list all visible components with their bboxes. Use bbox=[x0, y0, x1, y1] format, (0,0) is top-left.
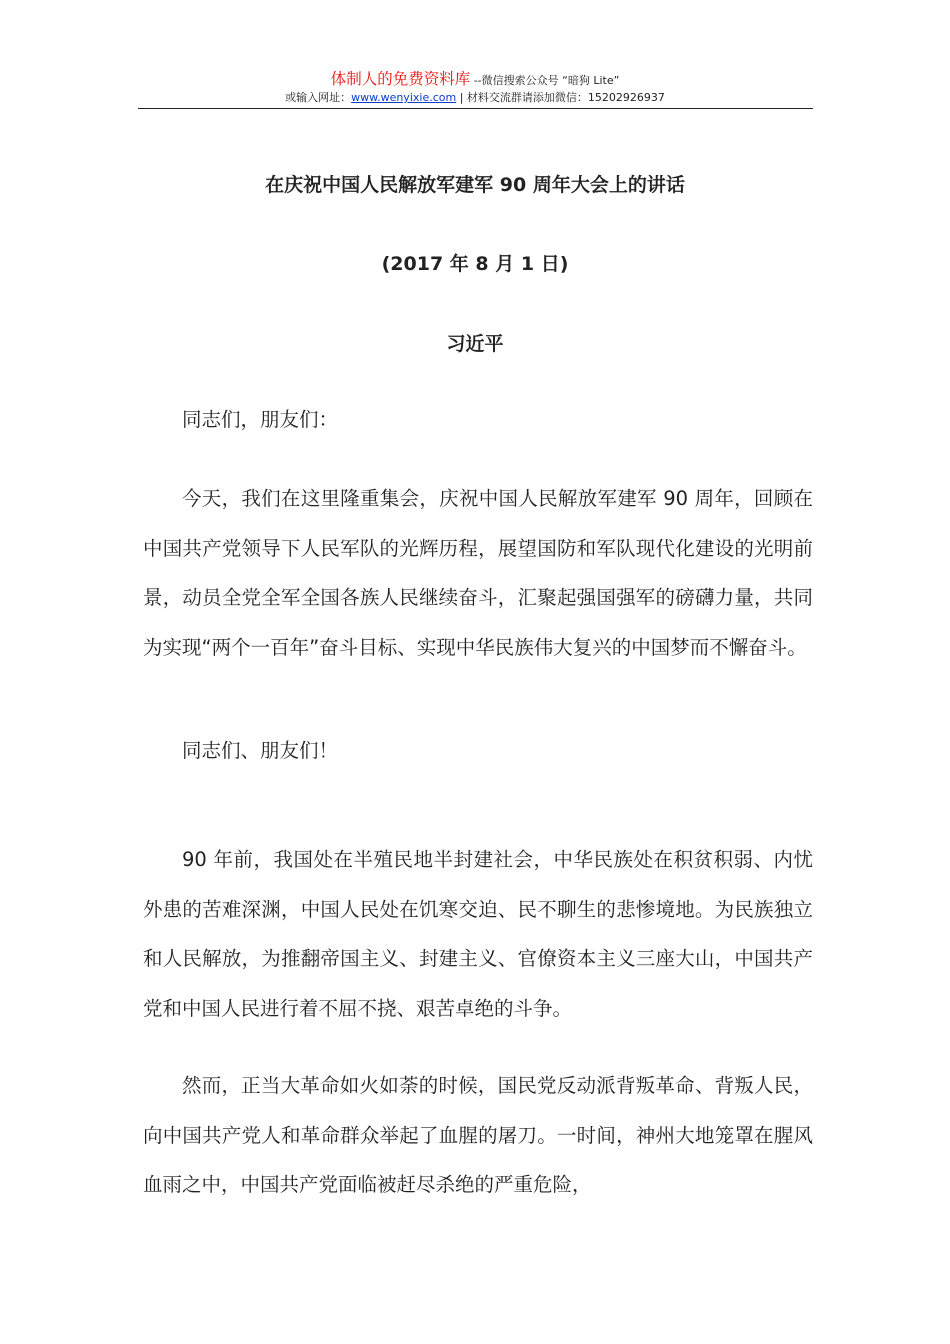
header-line-2 bbox=[0, 90, 950, 106]
body-paragraph-1: 今天，我们在这里隆重集会，庆祝中国人民解放军建军 90 周年，回顾在中国共产党领导下人民军队的光辉历程，展望国防和军队现代化建设的光明前景，动员全党全军全国各族人民继续奋斗，汇聚起强国强军的磅礴力量，共同为实现“两个一百年”奋斗目标、实现中华民族伟大复兴的中国梦而不懈奋斗。 bbox=[143, 487, 813, 659]
greeting-paragraph-2: 同志们、朋友们！ bbox=[182, 739, 339, 762]
website-link[interactable]: www.wenyixie.com bbox=[351, 91, 457, 104]
contact-info: | 材料交流群请添加微信：15202926937 bbox=[456, 91, 665, 104]
header-slogan: --微信搜索公众号 “暗狗 Lite” bbox=[470, 74, 620, 87]
document-author: 习近平 bbox=[446, 333, 504, 355]
page-header bbox=[0, 70, 950, 106]
url-prefix: 或输入网址： bbox=[285, 91, 352, 104]
header-line-1 bbox=[0, 70, 950, 90]
brand-name: 体制人的免费资料库 bbox=[330, 70, 471, 88]
body-paragraph-3: 然而，正当大革命如火如荼的时候，国民党反动派背叛革命、背叛人民，向中国共产党人和革命群众举起了血腥的屠刀。一时间，神州大地笼罩在腥风血雨之中，中国共产党面临被赶尽杀绝的严重危险， bbox=[143, 1074, 813, 1196]
header-divider bbox=[138, 108, 813, 109]
document-date: (2017 年 8 月 1 日) bbox=[381, 253, 569, 275]
greeting-paragraph-1: 同志们，朋友们： bbox=[182, 408, 339, 431]
body-paragraph-2: 90 年前，我国处在半殖民地半封建社会，中华民族处在积贫积弱、内忧外患的苦难深渊，中国人民处在饥寒交迫、民不聊生的悲惨境地。为民族独立和人民解放，为推翻帝国主义、封建主义、官僚资本主义三座大山，中国共产党和中国人民进行着不屈不挠、艰苦卓绝的斗争。 bbox=[143, 848, 813, 1020]
document-title: 在庆祝中国人民解放军建军 90 周年大会上的讲话 bbox=[265, 174, 685, 196]
